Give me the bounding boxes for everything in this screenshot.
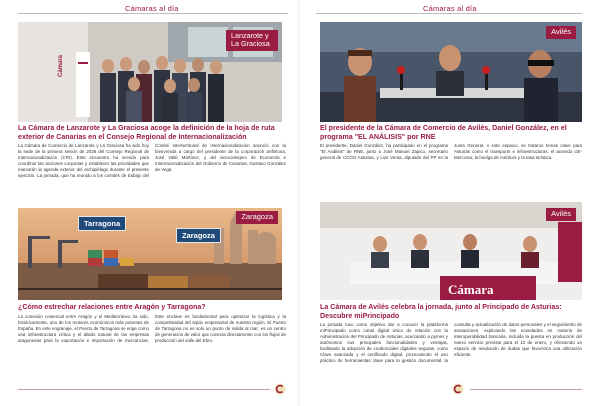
section-title: Cámaras al día [125,4,179,13]
footer-rule [18,389,270,390]
region-tag: Zaragoza [236,211,278,224]
article-headline: ¿Cómo estrechar relaciones entre Aragón y Tarragona? [18,303,206,311]
article-headline: La Cámara de Lanzarote y La Graciosa acoge la definición de la hoja de ruta exterior de Canarias en el Consejo Regional de Internacionalización [18,124,275,141]
footer-rule [470,389,582,390]
region-tag: Avilés [546,26,576,39]
article-body: La jornada tuvo como objetivo dar a conocer la plataforma miPrincipado como canal digital único de relación con la Administración del Principado de Asturias, acercando a pymes y autónomos sus principales funcionalidades y ventajas, facilitando la adopción de credenciales digitales seguras, como Clave avanzada y el certificado digital, promoviendo el uso práctico de herramientas clave para la gestión documental, la consulta y actualización de datos personales y el seguimiento de anotaciones, explicando las novedades en materia de interoperabilidad bancaria, incluida la puesta en producción del nuevo servicio prevista para el 12 de enero, y ofreciendo un espacio de resolución de dudas que favorezca una utilización eficiente. [320,322,582,363]
camara-banner: Cámara [58,54,64,77]
article-headline: La Cámara de Avilés celebra la jornada, junto al Principado de Asturias: Descubre miPrincipado [320,303,562,320]
studio-illustration [320,22,582,122]
article-body: La Cámara de Comercio de Lanzarote y La Graciosa ha sido hoy la sede de la primera sesión de 2026 del Consejo Regional de Internacionalización (CRI). Este encuentro ha servido para coordinar las acciones conjuntas y establecer las prioridades que marcarán la agenda exterior del archipiélago durante el presente ejercicio. La jornada, que ha reunido a los comités de trabajo del Comité Interterritorial de Internacionalización anunció con la bienvenida a cargo del presidente de la corporación anfitriona, José Valle Martínez, y del viceconsejero de Economía e Internacionalización del Gobierno de Canarias, Gustavo González de Vega. [18,143,286,178]
camara-logo-icon [452,383,464,395]
article-body: La conexión comercial entre Aragón y el Mediterráneo ha sido, históricamente, uno de los motores económicos más potentes de España. En este engranaje, el Puerto de Tarragona se erige como una infraestructura crítica y el aliado natural de las empresas aragonesas para la exportación e importación de mercancías. Este enclave es fundamental para optimizar la logística y la competitividad del tejido empresarial de nuestra región. El Puerto de Tarragona no es solo un punto de salida al mar; es un centro de generación de valor que conecta directamente con los flujos de producción del valle del Ebro. [18,314,286,343]
section-rule [316,13,582,14]
article-body: El presidente, Daniel González, ha participado en el programa "El Análisis" de RNE, junto a José Manuel Zapico, secretario general de CCOO Asturias, y Luis Venta, diputado del PP en la Junta General. n este espacio, se trataron temas clave para Asturias como el transporte e infraestructuras, el acuerdo UE-Mercosur, la huelga de médicos y la tasa turística. [320,143,582,160]
section-rule [18,13,288,14]
zaragoza-sign: Zaragoza [176,228,221,243]
lanzarote-group-photo [18,22,282,122]
radio-studio-photo [320,22,582,122]
region-tag: Avilés [546,208,576,221]
jornada-photo [320,202,582,300]
section-title: Cámaras al día [423,4,477,13]
camara-logo-icon [274,383,286,395]
region-tag: Lanzarote y La Graciosa [226,30,278,51]
zaragoza-tarragona-photo [18,208,282,300]
article-headline: El presidente de la Cámara de Comercio de Avilés, Daniel González, en el programa "EL ANÁLISIS" por RNE [320,124,567,141]
camara-banner: Cámara [448,282,494,297]
tarragona-sign: Tarragona [78,216,126,231]
right-page [300,0,600,406]
